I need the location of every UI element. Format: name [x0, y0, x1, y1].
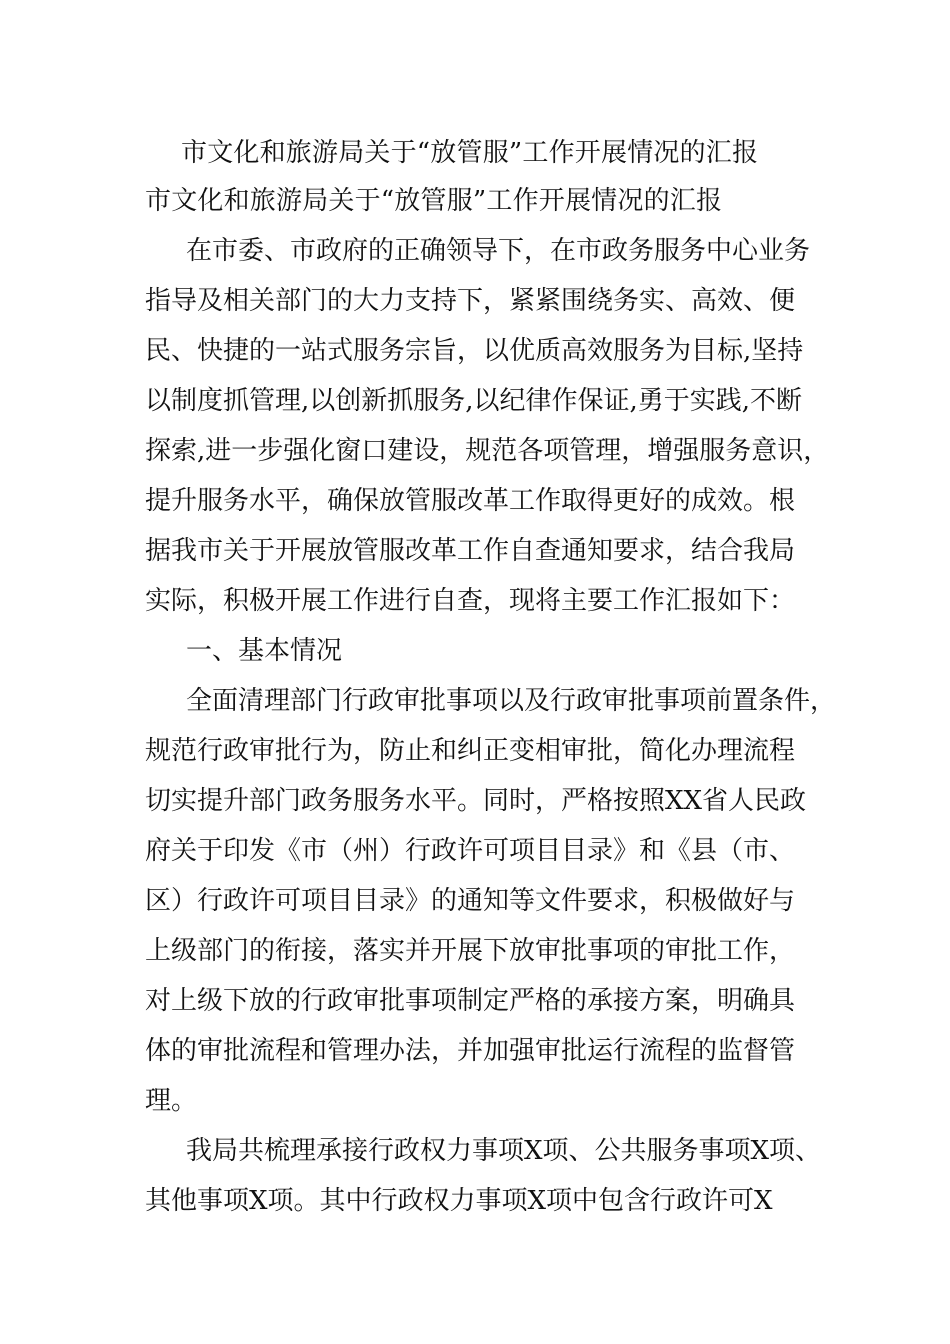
paragraph-line: 对上级下放的行政审批事项制定严格的承接方案，明确具: [145, 986, 796, 1016]
paragraph-line: 府关于印发《市（州）行政许可项目目录》和《县（市、: [145, 836, 796, 866]
paragraph-line: 民、快捷的一站式服务宗旨，以优质高效服务为目标,坚持: [145, 336, 804, 366]
document-title: 市文化和旅游局关于“放管服”工作开展情况的汇报: [181, 138, 759, 168]
section-heading: 一、基本情况: [186, 636, 343, 666]
paragraph-line: 体的审批流程和管理办法，并加强审批运行流程的监督管: [145, 1036, 796, 1066]
paragraph-line: 其他事项X项。其中行政权力事项X项中包含行政许可X: [145, 1186, 773, 1216]
paragraph-line: 我局共梳理承接行政权力事项X项、公共服务事项X项、: [186, 1136, 822, 1166]
paragraph-line: 探索,进一步强化窗口建设，规范各项管理，增强服务意识，: [145, 436, 830, 466]
paragraph-line: 区）行政许可项目目录》的通知等文件要求，积极做好与: [145, 886, 796, 916]
paragraph-line: 上级部门的衔接，落实并开展下放审批事项的审批工作，: [145, 936, 796, 966]
paragraph-line: 据我市关于开展放管服改革工作自查通知要求，结合我局: [145, 536, 796, 566]
paragraph-line: 在市委、市政府的正确领导下，在市政务服务中心业务: [186, 236, 811, 266]
paragraph-line: 规范行政审批行为，防止和纠正变相审批，简化办理流程: [145, 736, 796, 766]
paragraph-line: 指导及相关部门的大力支持下，紧紧围绕务实、高效、便: [145, 286, 796, 316]
paragraph-line: 切实提升部门政务服务水平。同时，严格按照XX省人民政: [145, 786, 807, 816]
paragraph-line: 以制度抓管理,以创新抓服务,以纪律作保证,勇于实践,不断: [145, 386, 803, 416]
paragraph-line: 实际，积极开展工作进行自查，现将主要工作汇报如下：: [145, 586, 796, 616]
paragraph-line: 提升服务水平，确保放管服改革工作取得更好的成效。根: [145, 486, 796, 516]
paragraph-line: 理。: [145, 1086, 198, 1116]
paragraph-line: 全面清理部门行政审批事项以及行政审批事项前置条件，: [186, 686, 837, 716]
document-title-repeat: 市文化和旅游局关于“放管服”工作开展情况的汇报: [145, 186, 723, 216]
